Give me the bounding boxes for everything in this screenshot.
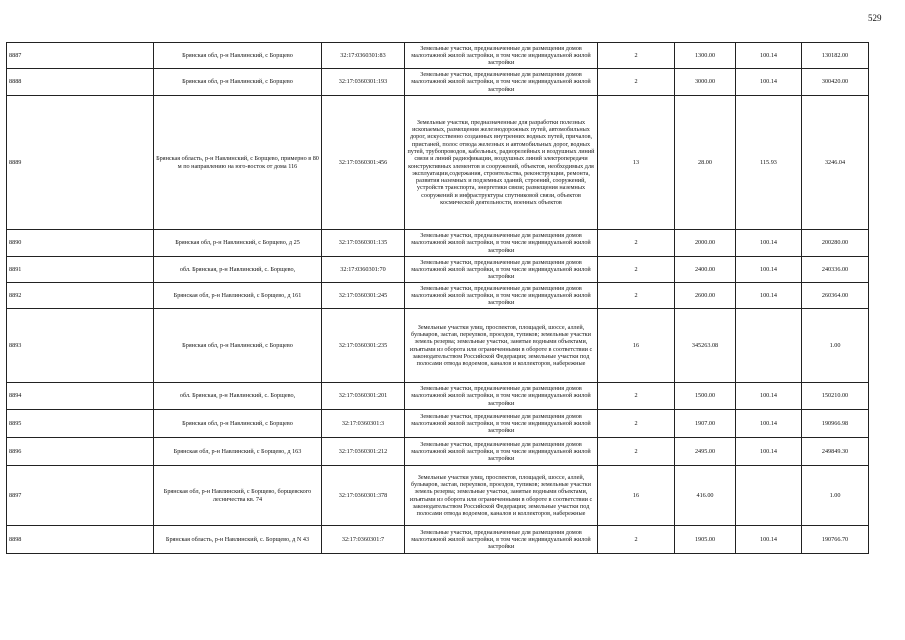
row-cadastral-number: 32:17:0360301:456	[322, 96, 405, 230]
row-number: 8894	[7, 383, 154, 410]
row-land-use: Земельные участки, предназначенные для размещения домов малоэтажной жилой застройки, в том числе индивидуальной жилой застройки	[405, 438, 598, 466]
row-cadastral-value: 240336.00	[802, 257, 869, 283]
table-row	[7, 526, 869, 554]
table-row	[7, 283, 869, 309]
row-cadastral-value: 249849.30	[802, 438, 869, 466]
row-cadastral-number: 32:17:0360301:3	[322, 410, 405, 438]
row-address: обл. Брянская, р-н Навлинский, с. Борщево,	[154, 383, 322, 410]
row-cadastral-value: 200280.00	[802, 230, 869, 257]
row-area: 3000.00	[675, 69, 736, 96]
row-number: 8898	[7, 526, 154, 554]
row-land-use: Земельные участки улиц, проспектов, площадей, шоссе, аллей, бульваров, застав, переулков, проездов, тупиков; земельные участки земель резерва; земельные участки, занятые водными объектами, изъятыми из оборота или ограниченными в обороте в соответствии с законодательством Российской Федерации; земельные участки под полосами отвода водоемов, каналов и коллекторов, набережные	[405, 466, 598, 526]
row-area: 28.00	[675, 96, 736, 230]
row-address: обл. Брянская, р-н Навлинский, с. Борщево,	[154, 257, 322, 283]
row-area: 2600.00	[675, 283, 736, 309]
row-area: 416.00	[675, 466, 736, 526]
row-cadastral-number: 32:17:0360301:135	[322, 230, 405, 257]
row-cadastral-value: 1.00	[802, 309, 869, 383]
row-cadastral-value: 190766.70	[802, 526, 869, 554]
table-row	[7, 230, 869, 257]
row-address: Брянская обл, р-н Навлинский, с Борщево, д 25	[154, 230, 322, 257]
row-category: 2	[598, 526, 675, 554]
table-row	[7, 383, 869, 410]
row-area: 1905.00	[675, 526, 736, 554]
row-rate	[736, 466, 802, 526]
row-category: 2	[598, 410, 675, 438]
row-area: 2400.00	[675, 257, 736, 283]
row-number: 8891	[7, 257, 154, 283]
row-address: Брянская обл, р-н Навлинский, с Борщево	[154, 410, 322, 438]
row-land-use: Земельные участки, предназначенные для разработки полезных ископаемых, размещения железнодорожных путей, автомобильных дорог, искусственно созданных внутренних водных путей, причалов, пристаней, полос отвода железных и автомобильных дорог, водных путей, трубопроводов, кабельных, радиорелейных и воздушных линий связи и линий радиофикации, воздушных линий электропередачи конструктивных элементов и сооружений, объектов, необходимых для эксплуатации,содержания, строительства, реконструкции, ремонта, развития наземных и подземных зданий, строений, сооружений, устройств транспорта, энергетики связи; размещения наземных сооружений и инфраструктуры спутниковой связи, объектов космической деятельности, военных объектов	[405, 96, 598, 230]
row-cadastral-number: 32:17:0360301:245	[322, 283, 405, 309]
row-area: 1300.00	[675, 43, 736, 69]
row-area: 1500.00	[675, 383, 736, 410]
row-land-use: Земельные участки, предназначенные для размещения домов малоэтажной жилой застройки, в том числе индивидуальной жилой застройки	[405, 526, 598, 554]
row-category: 2	[598, 383, 675, 410]
row-number: 8895	[7, 410, 154, 438]
row-category: 13	[598, 96, 675, 230]
row-number: 8889	[7, 96, 154, 230]
row-rate: 100.14	[736, 43, 802, 69]
row-category: 16	[598, 309, 675, 383]
row-area: 2000.00	[675, 230, 736, 257]
row-number: 8897	[7, 466, 154, 526]
row-land-use: Земельные участки, предназначенные для размещения домов малоэтажной жилой застройки, в том числе индивидуальной жилой застройки	[405, 257, 598, 283]
row-address: Брянская обл, р-н Навлинский, с Борщево, д 163	[154, 438, 322, 466]
row-cadastral-number: 32:17:0360301:193	[322, 69, 405, 96]
row-rate: 115.93	[736, 96, 802, 230]
row-land-use: Земельные участки, предназначенные для размещения домов малоэтажной жилой застройки, в том числе индивидуальной жилой застройки	[405, 43, 598, 69]
row-land-use: Земельные участки, предназначенные для размещения домов малоэтажной жилой застройки, в том числе индивидуальной жилой застройки	[405, 230, 598, 257]
cadastral-value-table	[6, 42, 869, 554]
row-address: Брянская обл, р-н Навлинский, с Борщево	[154, 69, 322, 96]
row-cadastral-value: 130182.00	[802, 43, 869, 69]
page-number: 529	[868, 13, 882, 23]
row-number: 8890	[7, 230, 154, 257]
row-cadastral-number: 32:17:0360301:70	[322, 257, 405, 283]
row-cadastral-value: 1.00	[802, 466, 869, 526]
row-category: 2	[598, 438, 675, 466]
table-row	[7, 257, 869, 283]
row-land-use: Земельные участки, предназначенные для размещения домов малоэтажной жилой застройки, в том числе индивидуальной жилой застройки	[405, 410, 598, 438]
row-cadastral-number: 32:17:0360301:378	[322, 466, 405, 526]
row-number: 8887	[7, 43, 154, 69]
row-number: 8893	[7, 309, 154, 383]
row-rate: 100.14	[736, 257, 802, 283]
row-land-use: Земельные участки, предназначенные для размещения домов малоэтажной жилой застройки, в том числе индивидуальной жилой застройки	[405, 69, 598, 96]
row-cadastral-number: 32:17:0360301:201	[322, 383, 405, 410]
row-area: 345263.08	[675, 309, 736, 383]
row-cadastral-number: 32:17:0360301:7	[322, 526, 405, 554]
row-category: 2	[598, 283, 675, 309]
row-address: Брянская обл, р-н Навлинский, с Борщево	[154, 43, 322, 69]
row-area: 1907.00	[675, 410, 736, 438]
row-land-use: Земельные участки, предназначенные для размещения домов малоэтажной жилой застройки, в том числе индивидуальной жилой застройки	[405, 383, 598, 410]
table-row	[7, 69, 869, 96]
row-category: 16	[598, 466, 675, 526]
row-cadastral-number: 32:17:0360301:83	[322, 43, 405, 69]
row-category: 2	[598, 69, 675, 96]
row-number: 8892	[7, 283, 154, 309]
row-address: Брянская обл, р-н Навлинский, с Борщево, борщевского лесничества кв. 74	[154, 466, 322, 526]
row-cadastral-value: 260364.00	[802, 283, 869, 309]
row-cadastral-value: 3246.04	[802, 96, 869, 230]
row-number: 8896	[7, 438, 154, 466]
row-cadastral-number: 32:17:0360301:212	[322, 438, 405, 466]
row-land-use: Земельные участки улиц, проспектов, площадей, шоссе, аллей, бульваров, застав, переулков, проездов, тупиков; земельные участки земель резерва; земельные участки, занятые водными объектами, изъятыми из оборота или ограниченными в обороте в соответствии с законодательством Российской Федерации; земельные участки под полосами отвода водоемов, каналов и коллекторов, набережные	[405, 309, 598, 383]
row-area: 2495.00	[675, 438, 736, 466]
row-category: 2	[598, 43, 675, 69]
row-rate: 100.14	[736, 526, 802, 554]
table-body	[7, 43, 869, 554]
table-row	[7, 96, 869, 230]
row-address: Брянская область, р-н Навлинский, с. Борщево, д N 43	[154, 526, 322, 554]
row-rate	[736, 309, 802, 383]
row-land-use: Земельные участки, предназначенные для размещения домов малоэтажной жилой застройки, в том числе индивидуальной жилой застройки	[405, 283, 598, 309]
row-cadastral-value: 150210.00	[802, 383, 869, 410]
row-cadastral-value: 300420.00	[802, 69, 869, 96]
row-number: 8888	[7, 69, 154, 96]
row-rate: 100.14	[736, 438, 802, 466]
row-cadastral-value: 190966.98	[802, 410, 869, 438]
row-rate: 100.14	[736, 283, 802, 309]
table-row	[7, 466, 869, 526]
table-row	[7, 438, 869, 466]
table-row	[7, 410, 869, 438]
row-address: Брянская обл, р-н Навлинский, с Борщево, д 161	[154, 283, 322, 309]
table-row	[7, 309, 869, 383]
row-rate: 100.14	[736, 383, 802, 410]
row-rate: 100.14	[736, 230, 802, 257]
row-address: Брянская область, р-н Навлинский, с Борщево, примерно в 80 м по направлению на юго-восток от дома 116	[154, 96, 322, 230]
row-rate: 100.14	[736, 69, 802, 96]
row-address: Брянская обл, р-н Навлинский, с Борщево	[154, 309, 322, 383]
table-row	[7, 43, 869, 69]
row-rate: 100.14	[736, 410, 802, 438]
row-category: 2	[598, 257, 675, 283]
row-category: 2	[598, 230, 675, 257]
row-cadastral-number: 32:17:0360301:235	[322, 309, 405, 383]
